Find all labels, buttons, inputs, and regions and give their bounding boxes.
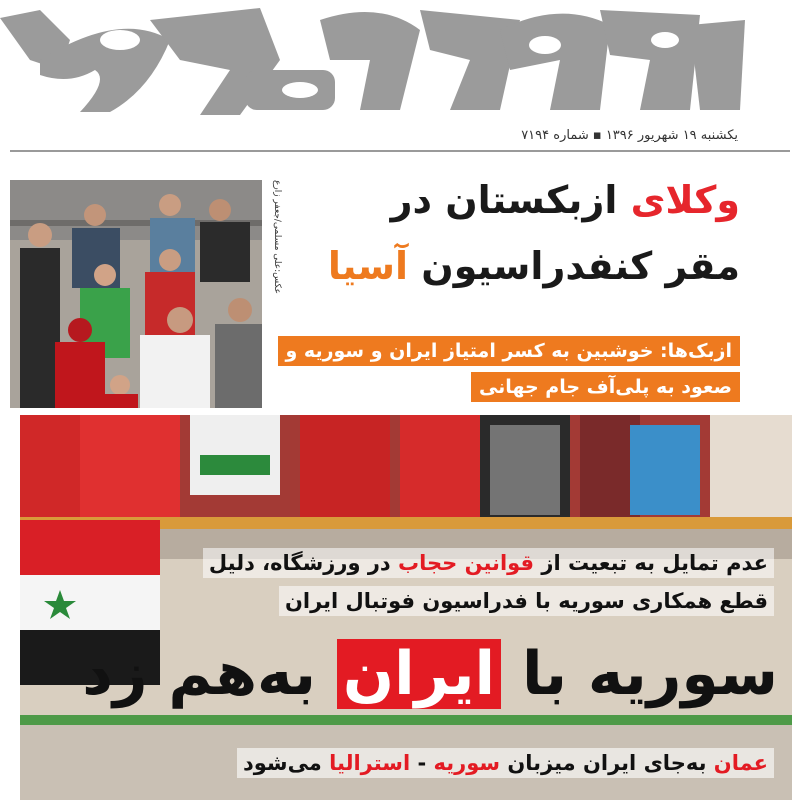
dateline: یکشنبه ۱۹ شهریور ۱۳۹۶ ▪ شماره ۷۱۹۴	[521, 128, 738, 143]
top-headline-line2	[328, 244, 740, 288]
main-deck-line1	[203, 548, 774, 578]
main-headline-text: سوریه	[587, 639, 778, 709]
masthead-divider	[10, 150, 790, 152]
subhead-highlight-red: سوریه	[433, 751, 501, 775]
main-subhead	[237, 748, 774, 778]
top-subhead-line2: صعود به پلی‌آف جام جهانی	[471, 372, 740, 402]
photo-credit: عکس:علی مسلمی/جعفر زارع	[272, 180, 282, 294]
main-headline-highlight: ایران	[337, 639, 501, 709]
headline-text: ازبکستان در	[390, 178, 631, 222]
headline-highlight-orange: آسیا	[327, 244, 409, 288]
main-deck-line2: قطع همکاری سوریه با فدراسیون فوتبال ایران	[279, 586, 774, 616]
main-headline-text: با	[501, 639, 588, 709]
newspaper-logo-mark	[0, 0, 800, 128]
main-headline	[82, 636, 778, 712]
top-headline-line1	[391, 178, 740, 222]
headline-highlight-red: وکلای	[630, 178, 740, 222]
subhead-text: -	[410, 751, 434, 775]
subhead-highlight-red: عمان	[713, 751, 768, 775]
headline-text: مقر کنفدراسیون	[408, 244, 740, 288]
main-headline-text: به‌هم زد	[82, 639, 337, 709]
subhead-highlight-red: استرالیا	[329, 751, 411, 775]
top-subhead-line1: ازبک‌ها: خوشبین به کسر امتیاز ایران و سوریه و	[278, 336, 741, 366]
top-story-photo	[10, 180, 262, 408]
deck-highlight-red: قوانین حجاب	[398, 551, 535, 575]
masthead-logo	[0, 0, 800, 128]
deck-text: در ورزشگاه، دلیل	[208, 551, 399, 575]
deck-text: عدم تمایل به تبعیت از	[534, 551, 768, 575]
subhead-text: می‌شود	[242, 751, 330, 775]
subhead-text: به‌جای ایران میزبان	[500, 751, 714, 775]
